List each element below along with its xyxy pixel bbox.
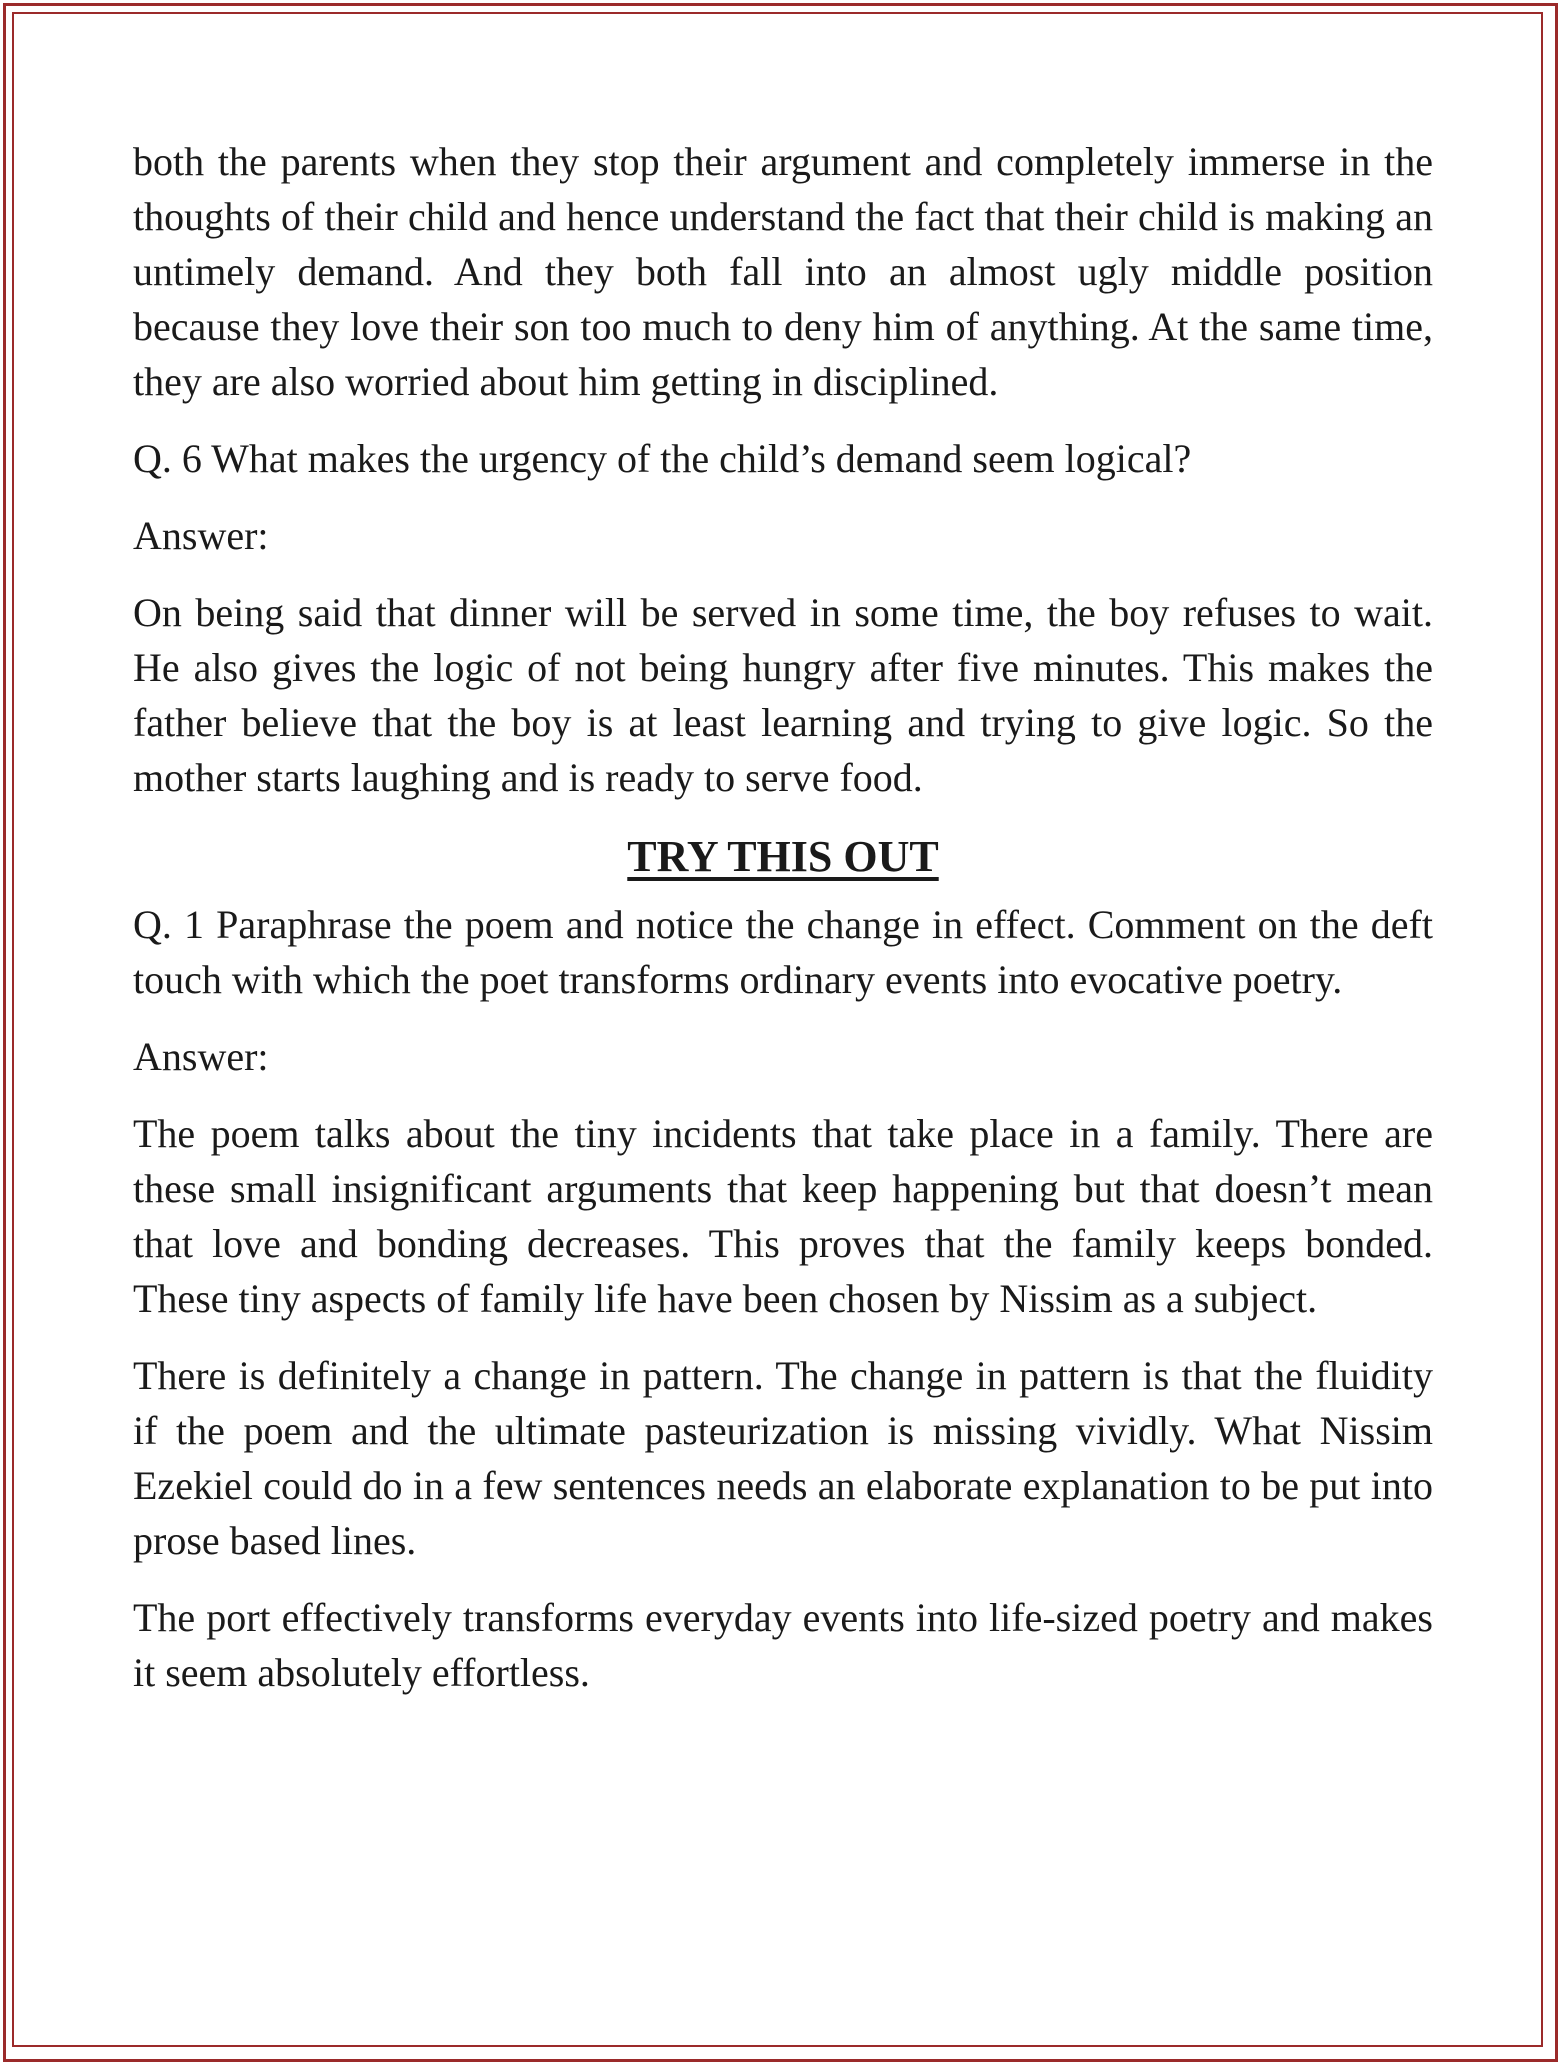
question-1: Q. 1 Paraphrase the poem and notice the change in effect. Comment on the deft touch with which the poet transforms ordinary events into evocative poetry.	[133, 902, 1433, 1002]
answer-1-paragraph: There is definitely a change in pattern. The change in pattern is that the fluidity if the poem and the ultimate pasteurization is missing vividly. What Nissim Ezekiel could do in a few sentences needs an elaborate explanation to be put into prose based lines.	[133, 1353, 1433, 1563]
section-heading: TRY THIS OUT	[627, 832, 939, 881]
paragraph-continuation: both the parents when they stop their argument and completely immerse in the thoughts of their child and hence understand the fact that their child is making an untimely demand. And they both fall into an almost ugly middle position because they love their son too much to deny him of anything. At the same time, they are also worried about him getting in disciplined.	[133, 139, 1433, 404]
answer-1-paragraph: The poem talks about the tiny incidents that take place in a family. There are these small insignificant arguments that keep happening but that doesn’t mean that love and bonding decreases. This proves that the family keeps bonded. These tiny aspects of family life have been chosen by Nissim as a subject.	[133, 1111, 1433, 1321]
answer-label: Answer:	[133, 513, 269, 558]
answer-1-paragraph: The port effectively transforms everyday events into life-sized poetry and makes it seem absolutely effortless.	[133, 1595, 1433, 1695]
document-body	[133, 134, 1433, 1722]
question-6: Q. 6 What makes the urgency of the child’s demand seem logical?	[133, 436, 1192, 481]
answer-6-paragraph: On being said that dinner will be served in some time, the boy refuses to wait. He also gives the logic of not being hungry after five minutes. This makes the father believe that the boy is at least learning and trying to give logic. So the mother starts laughing and is ready to serve food.	[133, 590, 1433, 800]
answer-label: Answer:	[133, 1034, 269, 1079]
